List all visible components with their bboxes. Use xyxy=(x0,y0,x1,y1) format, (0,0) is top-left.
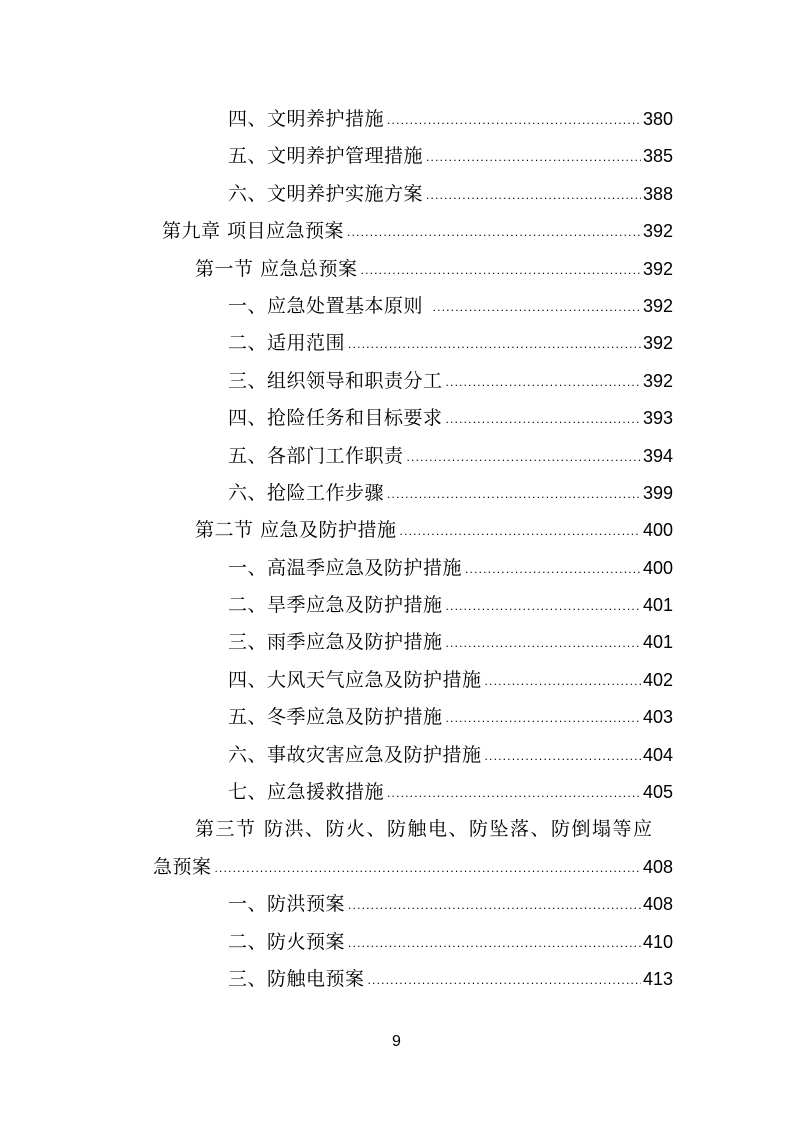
toc-entry-page: 394 xyxy=(642,445,673,466)
toc-row xyxy=(0,774,793,811)
toc-entry[interactable] xyxy=(228,741,673,771)
toc-row xyxy=(0,438,793,475)
toc-leader-dots xyxy=(446,629,641,657)
toc-entry-page: 402 xyxy=(642,669,673,690)
toc-entry-page: 392 xyxy=(642,221,673,242)
toc-entry-title: 六、抢险工作步骤 xyxy=(228,481,385,504)
toc-entry-page: 380 xyxy=(642,109,673,129)
toc-entry-title: 第九章 项目应急预案 xyxy=(162,220,345,243)
toc-chapter-entry[interactable] xyxy=(162,217,673,247)
toc-row xyxy=(0,811,793,848)
toc-entry-page: 408 xyxy=(642,894,673,915)
toc-entry-page: 392 xyxy=(642,370,673,391)
toc-leader-dots xyxy=(446,405,641,433)
toc-row xyxy=(0,213,793,250)
toc-section-entry[interactable] xyxy=(195,255,673,285)
toc-entry[interactable] xyxy=(228,442,673,472)
toc-entry-title: 一、防洪预案 xyxy=(228,893,346,916)
toc-entry-title: 三、组织领导和职责分工 xyxy=(228,369,443,392)
toc-row xyxy=(0,961,793,998)
toc-leader-dots xyxy=(348,330,641,358)
toc-entry-title: 七、应急援救措施 xyxy=(228,781,385,804)
toc-entry[interactable] xyxy=(228,554,673,584)
toc-entry[interactable] xyxy=(228,666,673,696)
toc-row xyxy=(0,288,793,325)
toc-leader-dots xyxy=(348,929,641,957)
toc-entry-title: 三、防触电预案 xyxy=(228,967,365,990)
toc-leader-dots xyxy=(387,779,641,807)
toc-entry-title: 五、冬季应急及防护措施 xyxy=(228,706,443,729)
toc-leader-dots xyxy=(433,293,641,321)
toc-entry[interactable] xyxy=(228,329,673,359)
toc-row xyxy=(0,550,793,587)
toc-row xyxy=(0,512,793,549)
toc-entry-page: 413 xyxy=(642,968,673,989)
toc-entry[interactable] xyxy=(228,965,673,995)
toc-entry-page: 403 xyxy=(642,707,673,728)
toc-row xyxy=(0,624,793,661)
toc-entry[interactable] xyxy=(228,292,673,322)
toc-entry-title: 第一节 应急总预案 xyxy=(195,257,358,280)
toc-leader-dots xyxy=(361,256,641,284)
toc-entry[interactable] xyxy=(228,105,673,135)
toc-entry-page: 392 xyxy=(642,258,673,279)
toc-entry-title: 二、适用范围 xyxy=(228,332,346,355)
toc-leader-dots xyxy=(347,218,641,246)
toc-row xyxy=(0,176,793,213)
toc-entry-page: 401 xyxy=(642,632,673,653)
toc-entry-page: 410 xyxy=(642,931,673,952)
toc-entry-title: 四、大风天气应急及防护措施 xyxy=(228,668,482,691)
toc-entry[interactable] xyxy=(228,890,673,920)
toc-entry-page: 405 xyxy=(642,782,673,803)
toc-entry[interactable] xyxy=(228,367,673,397)
toc-entry-title: 三、雨季应急及防护措施 xyxy=(228,631,443,654)
toc-section-entry[interactable] xyxy=(195,516,673,546)
toc-entry-title: 四、文明养护措施 xyxy=(228,108,385,130)
toc-entry-title: 二、防火预案 xyxy=(228,930,346,953)
toc-entry-page: 401 xyxy=(642,595,673,616)
toc-entry[interactable] xyxy=(228,180,673,210)
toc-row xyxy=(0,699,793,736)
toc-section-entry-wrapped-line[interactable]: 第三节 防洪、防火、防触电、防坠落、防倒塌等应 xyxy=(195,818,654,841)
toc-row xyxy=(0,475,793,512)
page-number-footer: 9 xyxy=(392,1033,401,1050)
toc-leader-dots xyxy=(446,704,641,732)
toc-leader-dots xyxy=(387,106,641,134)
toc-leader-dots xyxy=(485,742,641,770)
toc-leader-dots xyxy=(426,181,641,209)
toc-entry-page: 393 xyxy=(642,408,673,429)
toc-row xyxy=(0,587,793,624)
toc-row xyxy=(0,325,793,362)
toc-row xyxy=(0,251,793,288)
toc-entry-title: 五、各部门工作职责 xyxy=(228,444,404,467)
toc-leader-dots xyxy=(348,891,641,919)
toc-entry-title: 第二节 应急及防护措施 xyxy=(195,519,397,542)
toc-leader-dots xyxy=(446,592,641,620)
toc-entry[interactable] xyxy=(228,628,673,658)
toc-leader-dots xyxy=(446,368,641,396)
toc-entry-title: 五、文明养护管理措施 xyxy=(228,145,424,168)
toc-entry-page: 400 xyxy=(642,557,673,578)
toc-row xyxy=(0,138,793,175)
table-of-contents xyxy=(0,101,793,998)
toc-leader-dots xyxy=(400,517,641,545)
toc-entry-page: 385 xyxy=(642,146,673,167)
toc-entry-page: 408 xyxy=(642,856,673,877)
toc-entry-title: 二、旱季应急及防护措施 xyxy=(228,594,443,617)
toc-row xyxy=(0,737,793,774)
toc-leader-dots xyxy=(387,480,641,508)
toc-entry[interactable] xyxy=(228,778,673,808)
toc-section-entry-continuation[interactable] xyxy=(153,853,673,883)
toc-entry-page: 400 xyxy=(642,520,673,541)
toc-entry-page: 392 xyxy=(642,333,673,354)
toc-leader-dots xyxy=(426,143,641,171)
toc-row xyxy=(0,849,793,886)
toc-entry[interactable] xyxy=(228,591,673,621)
toc-row xyxy=(0,363,793,400)
toc-entry-title: 四、抢险任务和目标要求 xyxy=(228,407,443,430)
toc-entry[interactable] xyxy=(228,479,673,509)
toc-entry-title: 一、应急处置基本原则 xyxy=(228,294,430,317)
toc-leader-dots xyxy=(215,854,641,882)
toc-entry-title: 一、高温季应急及防护措施 xyxy=(228,556,463,579)
toc-entry-title: 六、文明养护实施方案 xyxy=(228,182,424,205)
toc-entry[interactable] xyxy=(228,703,673,733)
toc-row xyxy=(0,924,793,961)
toc-leader-dots xyxy=(465,555,641,583)
toc-entry-page: 399 xyxy=(642,482,673,503)
toc-entry-page: 388 xyxy=(642,183,673,204)
toc-entry[interactable] xyxy=(228,928,673,958)
toc-leader-dots xyxy=(368,966,641,994)
toc-row xyxy=(0,101,793,138)
toc-row xyxy=(0,662,793,699)
toc-leader-dots xyxy=(485,667,641,695)
toc-entry-title: 急预案 xyxy=(153,855,212,878)
toc-entry[interactable] xyxy=(228,404,673,434)
toc-row xyxy=(0,400,793,437)
toc-entry[interactable] xyxy=(228,142,673,172)
toc-entry-page: 392 xyxy=(642,295,673,316)
toc-row xyxy=(0,886,793,923)
toc-entry-title: 六、事故灾害应急及防护措施 xyxy=(228,743,482,766)
toc-leader-dots xyxy=(407,443,641,471)
toc-entry-page: 404 xyxy=(642,744,673,765)
